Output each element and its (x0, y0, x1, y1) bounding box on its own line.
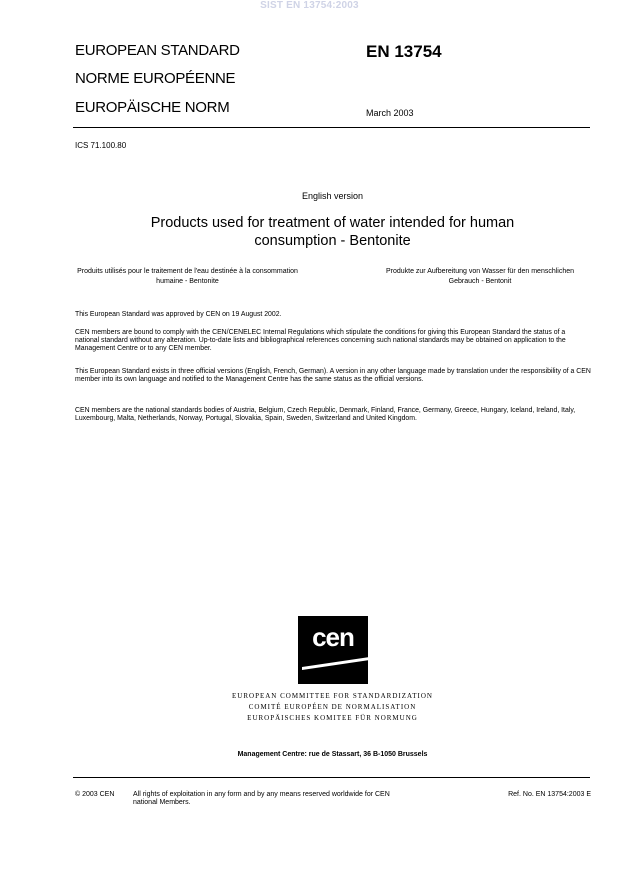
footer-divider (73, 777, 590, 778)
versions-paragraph: This European Standard exists in three official versions (English, French, German). A version in any other language made by translation under the responsibility of a CEN member into its own language and notified to the Management Centre has the same status as the official versions. (75, 368, 591, 383)
document-title-fr: Produits utilisés pour le traitement de l'eau destinée à la consommation humaine - Bentonite (77, 268, 298, 285)
copyright: © 2003 CEN (75, 791, 115, 798)
management-centre-address: Management Centre: rue de Stassart, 36 B-1050 Brussels (237, 751, 428, 758)
standard-title-de: EUROPÄISCHE NORM (75, 99, 230, 116)
standard-title-fr: NORME EUROPÉENNE (75, 70, 236, 87)
standard-title-en: EUROPEAN STANDARD (75, 42, 240, 59)
committee-name-de: EUROPÄISCHES KOMITEE FÜR NORMUNG (247, 714, 418, 722)
approval-paragraph: This European Standard was approved by CEN on 19 August 2002. (75, 311, 282, 318)
watermark: SIST EN 13754:2003 (260, 0, 359, 11)
publication-date: March 2003 (366, 108, 414, 118)
committee-name-en: EUROPEAN COMMITTEE FOR STANDARDIZATION (232, 692, 433, 700)
document-title: Products used for treatment of water intended for human consumption - Bentonite (150, 215, 515, 249)
cen-logo-text: cen (312, 622, 354, 652)
language-version: English version (301, 191, 364, 201)
members-paragraph: CEN members are the national standards bodies of Austria, Belgium, Czech Republic, Denmark, Finland, France, Germany, Greece, Hungary, Iceland, Ireland, Italy, Luxembourg, Malta, Netherlands, Norway, Portugal, Slovakia, Spain, Sweden, Switzerland and United Kingdom. (75, 407, 576, 422)
committee-name-fr: COMITÉ EUROPÉEN DE NORMALISATION (248, 703, 417, 711)
standard-number: EN 13754 (366, 42, 442, 61)
reference-number: Ref. No. EN 13754:2003 E (508, 791, 591, 798)
ics-code: ICS 71.100.80 (75, 141, 127, 150)
header-divider (73, 127, 590, 128)
document-title-de: Produkte zur Aufbereitung von Wasser für den menschlichen Gebrauch - Bentonit (385, 268, 575, 285)
rights-notice: All rights of exploitation in any form and by any means reserved worldwide for CEN national Members. (133, 791, 390, 806)
cen-logo (298, 616, 368, 684)
regulations-paragraph: CEN members are bound to comply with the CEN/CENELEC Internal Regulations which stipulate the conditions for giving this European Standard the status of a national standard without any alteration. Up-to-date lists and bibliographical references concerning such national standards may be obtained on application to the Management Centre or to any CEN member. (75, 329, 566, 352)
